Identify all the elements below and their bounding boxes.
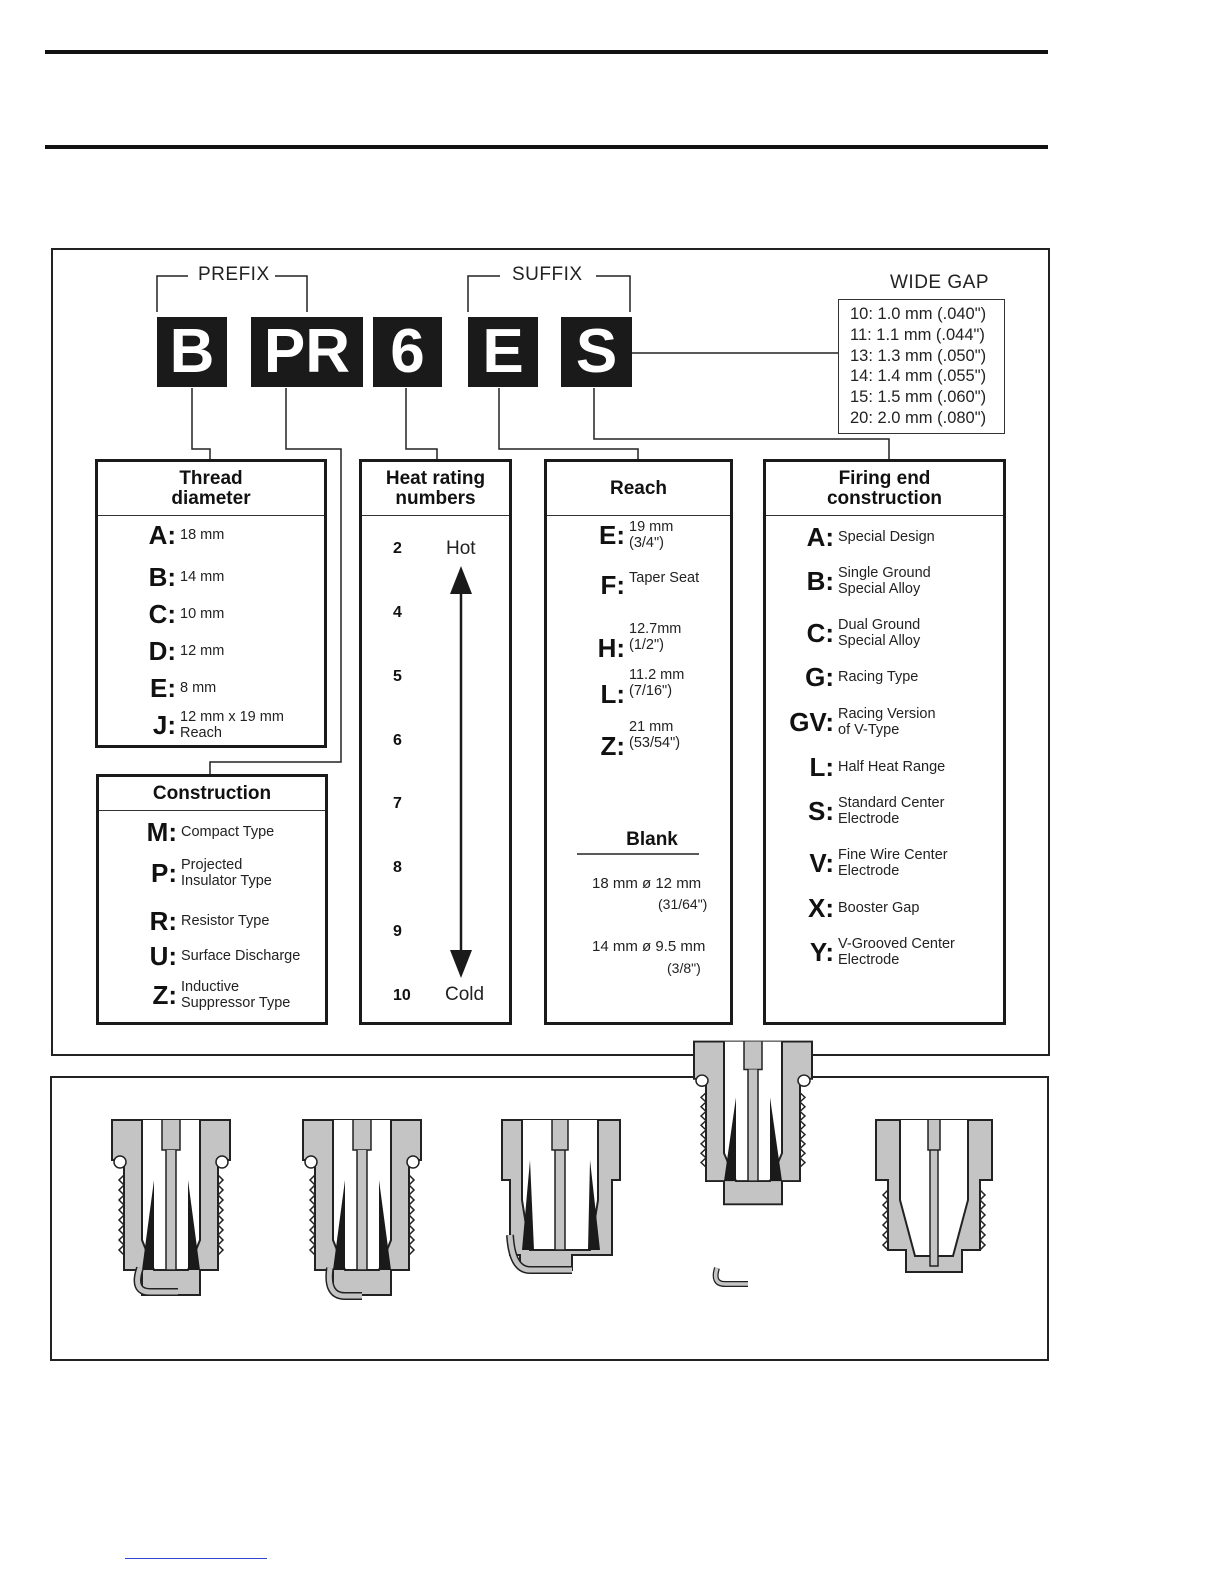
thread-diameter-title-text: Thread diameter [171,467,251,509]
thread-desc: 18 mm [180,526,225,543]
heat-number: 6 [393,732,402,749]
firing-key: G: [805,662,834,692]
firing-desc: Dual Ground Special Alloy [838,617,921,649]
firing-key: C: [806,618,834,648]
heat-number: 7 [393,795,402,812]
reach-key: F: [600,570,625,600]
firing-key: A: [806,522,834,552]
firing-desc: V-Grooved Center Electrode [838,936,955,968]
heat-number: 10 [393,987,411,1004]
firing-desc: Booster Gap [838,899,920,916]
code-box-reach: E [468,317,538,387]
heat-number: 8 [393,859,402,876]
thread-key: J: [152,710,176,740]
construction-desc: Resistor Type [181,912,270,929]
thread-desc: 12 mm [180,642,225,659]
firing-key: X: [808,893,834,923]
thread-desc: 14 mm [180,568,225,585]
wide-gap-item: 11: 1.1 mm (.044") [850,325,985,344]
code-box-thread: B [157,317,227,387]
plug-section-4 [694,1042,812,1284]
heat-rating-title-text: Heat rating numbers [385,467,486,509]
blank-title: Blank [626,829,678,850]
reach-key: L: [600,679,625,709]
reach-desc: 21 mm (53/54") [629,719,681,751]
construction-key: P: [151,858,177,888]
wide-gap-title: WIDE GAP [890,272,990,293]
firing-key: V: [809,848,834,878]
construction-key: R: [149,906,177,936]
heat-number: 9 [393,923,402,940]
firing-key: L: [809,752,834,782]
code-box-heat: 6 [373,317,442,387]
wide-gap-item: 10: 1.0 mm (.040") [850,305,987,323]
firing-desc: Half Heat Range [838,758,946,775]
thread-desc: 12 mm x 19 mm Reach [180,709,284,741]
firing-desc: Single Ground Special Alloy [838,565,931,597]
thread-desc: 8 mm [180,679,217,696]
construction-desc: Compact Type [181,823,275,840]
blank-size-1: 18 mm ø 12 mm [592,875,702,892]
blank-size-1-inch: (31/64") [658,896,708,912]
plug-section-3 [502,1120,620,1270]
construction-desc: Projected Insulator Type [181,857,272,889]
blank-size-2-inch: (3/8") [667,960,701,976]
firing-end-title-text: Firing end construction [826,467,943,509]
code-box-construction: PR [251,317,363,387]
suffix-label: SUFFIX [512,264,583,285]
prefix-label: PREFIX [198,264,270,285]
firing-key: S: [808,796,834,826]
code-box-firing: S [561,317,632,387]
footer-link-underline [125,1558,267,1559]
construction-key: Z: [152,980,177,1010]
thread-key: C: [148,599,176,629]
plug-section-5 [876,1120,992,1272]
heat-number: 4 [393,604,402,621]
construction-key: M: [146,817,177,847]
firing-desc: Standard Center Electrode [838,795,945,827]
reach-key: Z: [600,731,625,761]
reach-key: E: [599,520,625,550]
blank-size-2: 14 mm ø 9.5 mm [592,938,706,955]
wide-gap-item: 13: 1.3 mm (.050") [850,346,987,365]
plug-section-1 [112,1120,230,1295]
reach-key: H: [597,633,625,663]
firing-desc: Racing Type [838,668,919,685]
firing-desc: Special Design [838,528,935,545]
wide-gap-item: 20: 2.0 mm (.080") [850,408,987,427]
reach-desc: 12.7mm (1/2") [629,621,682,653]
firing-desc: Racing Version of V-Type [838,706,936,738]
firing-desc: Fine Wire Center Electrode [838,847,948,879]
cold-label: Cold [445,984,485,1005]
thread-desc: 10 mm [180,605,225,622]
firing-key: B: [806,566,834,596]
heat-number: 2 [393,540,402,557]
reach-desc: 11.2 mm (7/16") [629,667,685,699]
firing-key: GV: [789,707,834,737]
reach-desc: 19 mm (3/4") [629,519,674,551]
construction-title-text: Construction [152,782,272,804]
construction-desc: Surface Discharge [181,947,301,964]
plug-section-2 [303,1120,421,1296]
thread-key: D: [148,636,176,666]
thread-key: A: [148,520,176,550]
thread-key: E: [150,673,176,703]
wide-gap-item: 14: 1.4 mm (.055") [850,367,987,386]
hot-label: Hot [446,538,476,559]
wide-gap-item: 15: 1.5 mm (.060") [850,388,987,407]
thread-key: B: [148,562,176,592]
heat-number: 5 [393,668,402,685]
construction-desc: Inductive Suppressor Type [181,979,291,1011]
reach-title-text: Reach [609,477,668,499]
reach-desc: Taper Seat [629,569,700,586]
construction-key: U: [149,941,177,971]
firing-key: Y: [809,937,834,967]
